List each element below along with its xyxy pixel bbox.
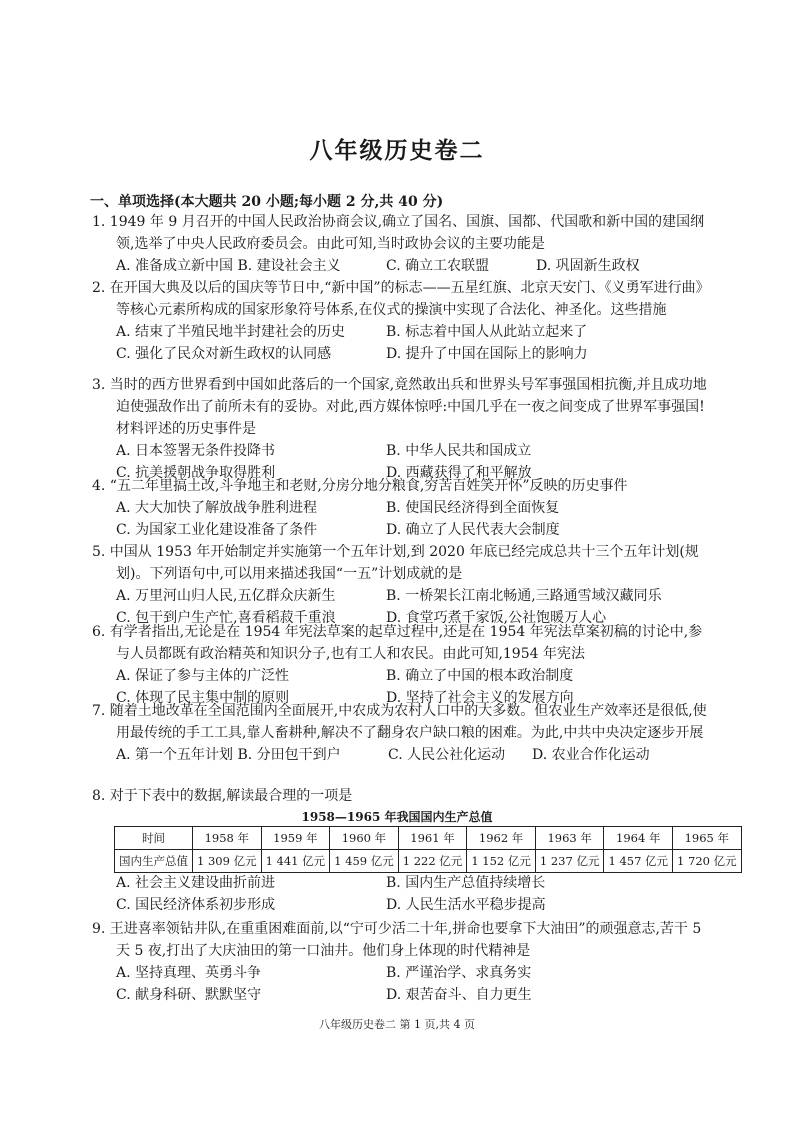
option-b: B. 国内生产总值持续增长 <box>386 875 546 891</box>
option-a: A. 社会主义建设曲折前进 <box>116 875 276 891</box>
options <box>92 497 712 541</box>
table-cell: 1 152 亿元 <box>467 850 536 873</box>
page-title: 八年级历史卷二 <box>309 137 485 164</box>
table-header-cell: 国内生产总值 <box>115 850 193 873</box>
option-d: D. 确立了人民代表大会制度 <box>386 522 560 538</box>
option-c: C. 献身科研、默默坚守 <box>116 987 262 1003</box>
option-a: A. 日本签署无条件投降书 <box>116 443 276 459</box>
question-text: 3. 当时的西方世界看到中国如此落后的一个国家,竟然敢出兵和世界头号军事强国相抗衡,并且成功地迫使强敌作出了前所未有的妥协。对此,西方媒体惊呼:中国几乎在一夜之间变成了世界军事强国! 材料评述的历史事件是 <box>92 377 707 437</box>
table-cell: 1963 年 <box>535 827 604 850</box>
option-c: C. 国民经济体系初步形成 <box>116 897 276 913</box>
option-d: D. 农业合作化运动 <box>532 747 650 763</box>
table-header-cell: 时间 <box>115 827 193 850</box>
question-text: 9. 王进喜率领钻井队,在重重困难面前,以“宁可少活二十年,拼命也要拿下大油田”的顽强意志,苦干 5 天 5 夜,打出了大庆油田的第一口油井。他们身上体现的时代精神是 <box>92 921 702 959</box>
question-2 <box>92 277 712 365</box>
options <box>92 255 712 277</box>
question-4 <box>92 475 712 541</box>
option-c: C. 确立工农联盟 <box>386 258 490 274</box>
table-row <box>115 827 742 850</box>
question-3 <box>92 374 712 484</box>
question-text: 4. “五二年里搞土改,斗争地主和老财,分房分地分粮食,穷苦百姓笑开怀”反映的历史事件 <box>92 478 628 494</box>
option-c: C. 为国家工业化建设准备了条件 <box>116 522 318 538</box>
section-header: 一、单项选择(本大题共 20 小题;每小题 2 分,共 40 分) <box>90 194 444 210</box>
table-cell: 1 309 亿元 <box>193 850 262 873</box>
option-d: D. 食堂巧煮千家饭,公社饱暖万人心 <box>386 610 607 626</box>
option-c: C. 强化了民众对新生政权的认同感 <box>116 346 332 362</box>
option-b: B. 中华人民共和国成立 <box>386 443 532 459</box>
table-cell: 1961 年 <box>398 827 467 850</box>
table-title: 1958—1965 年我国国内生产总值 <box>301 810 493 824</box>
question-5 <box>92 541 712 629</box>
table-cell: 1958 年 <box>193 827 262 850</box>
table-cell: 1 457 亿元 <box>604 850 673 873</box>
option-c: C. 体现了民主集中制的原则 <box>116 690 290 706</box>
option-d: D. 西藏获得了和平解放 <box>386 465 532 481</box>
question-text: 1. 1949 年 9 月召开的中国人民政治协商会议,确立了国名、国旗、国都、代国歌和新中国的建国纲领,选举了中央人民政府委员会。由此可知,当时政协会议的主要功能是 <box>92 214 705 252</box>
table-cell: 1960 年 <box>330 827 399 850</box>
table-cell: 1964 年 <box>604 827 673 850</box>
option-a: A. 坚持真理、英勇斗争 <box>116 965 262 981</box>
option-d: D. 巩固新生政权 <box>536 258 640 274</box>
option-b: B. 一桥架长江南北畅通,三路通雪域汉藏同乐 <box>386 588 662 604</box>
options <box>92 962 712 1006</box>
options <box>92 321 712 365</box>
option-b: B. 标志着中国人从此站立起来了 <box>386 324 588 340</box>
option-c: C. 抗美援朝战争取得胜利 <box>116 465 276 481</box>
table-cell: 1965 年 <box>673 827 742 850</box>
question-1 <box>92 211 712 277</box>
table-row <box>115 850 742 873</box>
option-a: A. 万里河山归人民,五亿群众庆新生 <box>116 588 336 604</box>
table-cell: 1959 年 <box>261 827 330 850</box>
gdp-table <box>114 826 742 873</box>
question-9 <box>92 918 712 1006</box>
table-cell: 1 222 亿元 <box>398 850 467 873</box>
question-8 <box>92 785 712 807</box>
question-text: 6. 有学者指出,无论是在 1954 年宪法草案的起草过程中,还是在 1954 年宪法草案初稿的讨论中,参与人员都既有政治精英和知识分子,也有工人和农民。由此可知,1954 年宪法 <box>92 624 703 662</box>
table-cell: 1 459 亿元 <box>330 850 399 873</box>
table-cell: 1962 年 <box>467 827 536 850</box>
option-b: B. 严谨治学、求真务实 <box>386 965 532 981</box>
option-ab: A. 第一个五年计划 B. 分田包干到户 <box>116 747 341 763</box>
table-cell: 1 441 亿元 <box>261 850 330 873</box>
table-cell: 1 720 亿元 <box>673 850 742 873</box>
option-c: C. 包干到户生产忙,喜看稻菽千重浪 <box>116 610 336 626</box>
table-cell: 1 237 亿元 <box>535 850 604 873</box>
question-8-options <box>92 872 712 916</box>
option-b: B. 使国民经济得到全面恢复 <box>386 500 560 516</box>
page-footer: 八年级历史卷二 第 1 页,共 4 页 <box>319 1018 475 1031</box>
question-text: 2. 在开国大典及以后的国庆等节日中,“新中国”的标志——五星红旗、北京天安门、《义勇军进行曲》等核心元素所构成的国家形象符号体系,在仪式的操演中实现了合法化、神圣化。这些措施 <box>92 280 710 318</box>
question-text: 7. 随着土地改革在全国范围内全面展开,中农成为农村人口中的大多数。但农业生产效率还是很低,使用最传统的手工工具,靠人畜耕种,解决不了翻身农户缺口粮的困难。为此,中共中央决定逐步开展 <box>92 703 707 741</box>
options <box>92 872 712 916</box>
option-a: A. 大大加快了解放战争胜利进程 <box>116 500 318 516</box>
option-a: A. 结束了半殖民地半封建社会的历史 <box>116 324 346 340</box>
option-b: B. 确立了中国的根本政治制度 <box>386 668 574 684</box>
question-text: 8. 对于下表中的数据,解读最合理的一项是 <box>92 788 353 804</box>
option-d: D. 艰苦奋斗、自力更生 <box>386 987 532 1003</box>
option-d: D. 人民生活水平稳步提高 <box>386 897 546 913</box>
option-d: D. 提升了中国在国际上的影响力 <box>386 346 588 362</box>
options <box>92 744 712 766</box>
option-ab: A. 准备成立新中国 B. 建设社会主义 <box>116 258 341 274</box>
question-6 <box>92 621 712 709</box>
option-d: D. 坚持了社会主义的发展方向 <box>386 690 574 706</box>
question-text: 5. 中国从 1953 年开始制定并实施第一个五年计划,到 2020 年底已经完成总共十三个五年计划(规划)。下列语句中,可以用来描述我国“一五”计划成就的是 <box>92 544 699 582</box>
option-a: A. 保证了参与主体的广泛性 <box>116 668 290 684</box>
option-c: C. 人民公社化运动 <box>388 747 506 763</box>
question-7 <box>92 700 712 766</box>
